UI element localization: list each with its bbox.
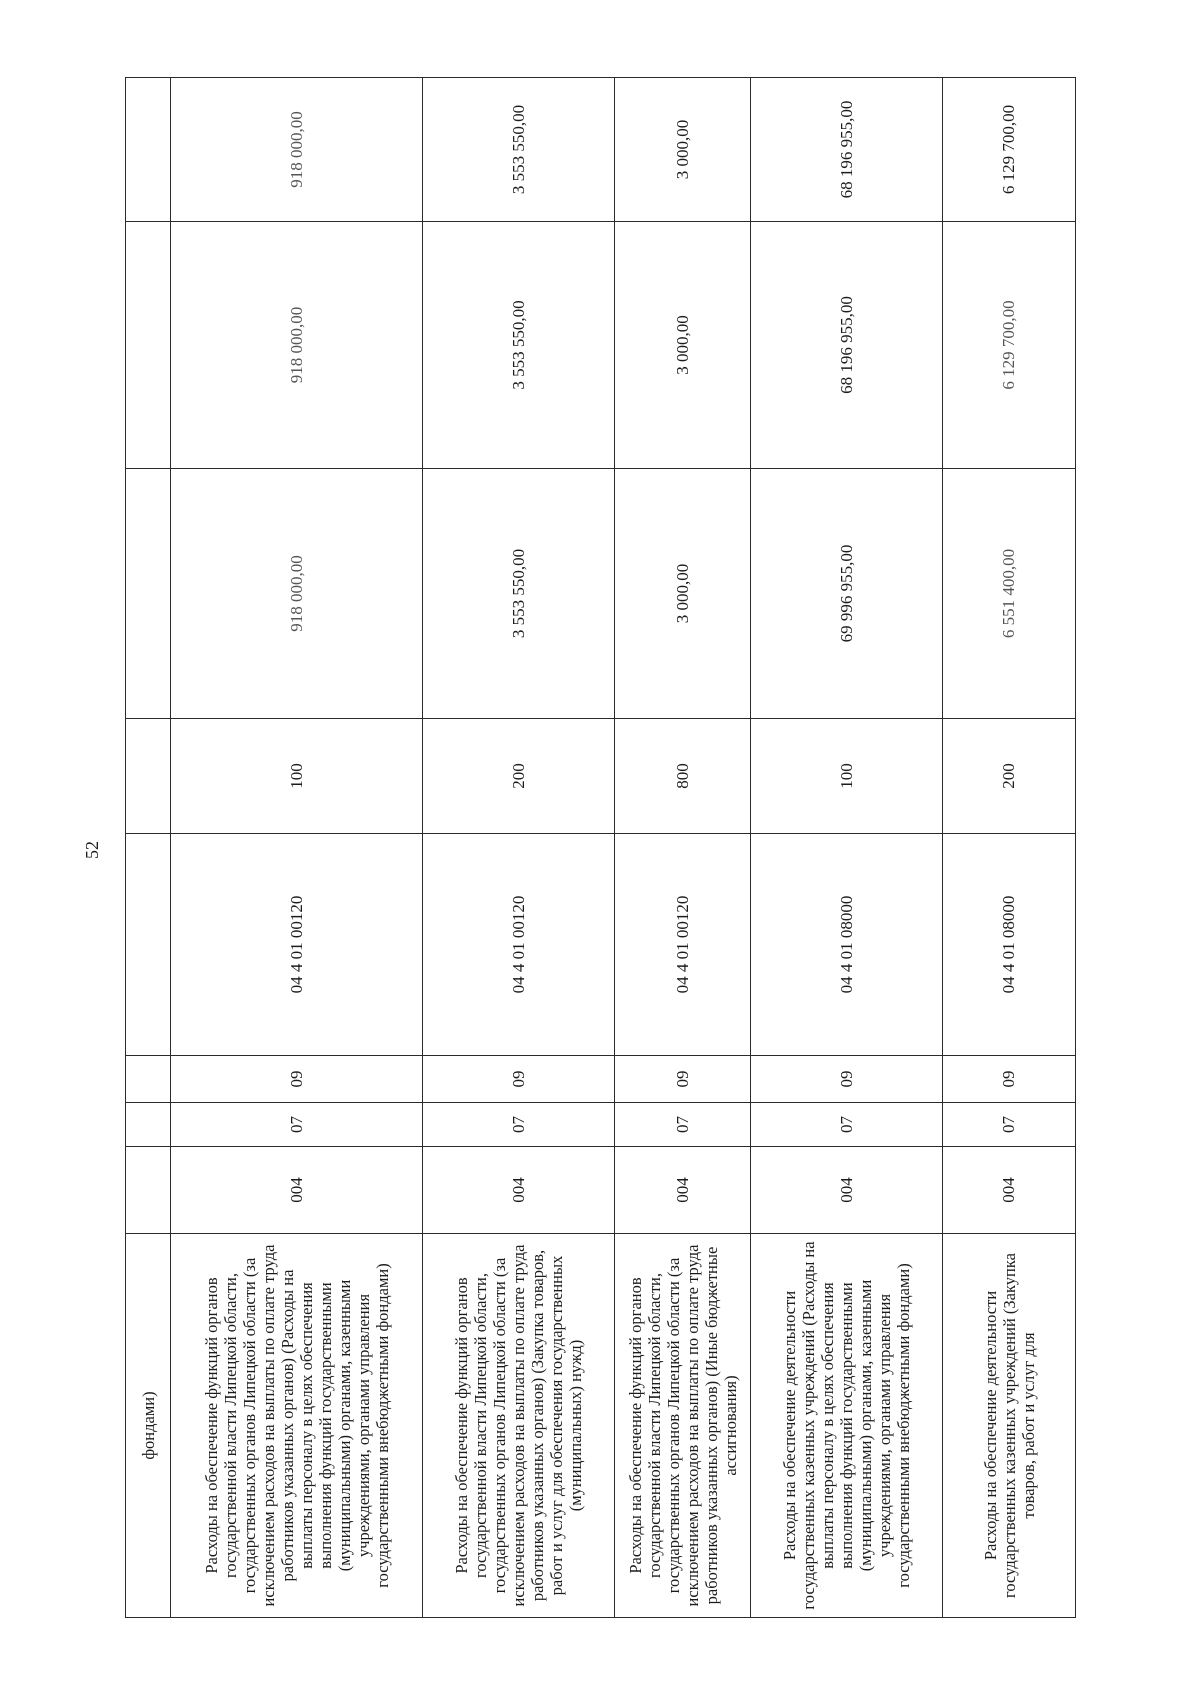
grbs-code: 004 xyxy=(423,1147,615,1234)
page-number: 52 xyxy=(82,841,102,859)
table-row xyxy=(171,78,423,1618)
amount-1: 6 551 400,00 xyxy=(943,469,1076,719)
empty-cell xyxy=(126,1147,171,1234)
empty-cell xyxy=(126,834,171,1056)
subsection-code: 09 xyxy=(423,1056,615,1103)
table-row xyxy=(615,78,751,1618)
empty-cell xyxy=(126,1103,171,1147)
row-description: Расходы на обеспечение деятельности государственных казенных учреждений (Расходы на выплаты персоналу в целях обеспечения выполнения функций государственными (муниципальными) органами, казенными учреждениями, органами управления государственными внебюджетными фондами) xyxy=(751,1234,943,1618)
section-code: 07 xyxy=(423,1103,615,1147)
amount-2: 3 000,00 xyxy=(615,222,751,469)
empty-cell xyxy=(126,222,171,469)
amount-1: 69 996 955,00 xyxy=(751,469,943,719)
target-article-code: 04 4 01 00120 xyxy=(423,834,615,1056)
table-row xyxy=(943,78,1076,1618)
section-code: 07 xyxy=(615,1103,751,1147)
section-code: 07 xyxy=(171,1103,423,1147)
amount-3: 6 129 700,00 xyxy=(943,78,1076,222)
expense-type-code: 200 xyxy=(423,719,615,834)
section-code: 07 xyxy=(943,1103,1076,1147)
amount-1: 3 000,00 xyxy=(615,469,751,719)
subsection-code: 09 xyxy=(751,1056,943,1103)
table-row-continuation xyxy=(126,78,171,1618)
expense-type-code: 800 xyxy=(615,719,751,834)
subsection-code: 09 xyxy=(171,1056,423,1103)
empty-cell xyxy=(126,78,171,222)
amount-1: 3 553 550,00 xyxy=(423,469,615,719)
row-description: Расходы на обеспечение функций органов государственной власти Липецкой области, государственных органов Липецкой области (за исключением расходов на выплаты по оплате труда работников указанных органов) (Расходы на выплаты персоналу в целях обеспечения выполнения функций государственными (муниципальными) органами, казенными учреждениями, органами управления государственными внебюджетными фондами) xyxy=(171,1234,423,1618)
expense-type-code: 100 xyxy=(171,719,423,834)
grbs-code: 004 xyxy=(751,1147,943,1234)
row-description: Расходы на обеспечение функций органов государственной власти Липецкой области, государственных органов Липецкой области (за исключением расходов на выплаты по оплате труда работников указанных органов) (Иные бюджетные ассигнования) xyxy=(615,1234,751,1618)
table-row xyxy=(751,78,943,1618)
expense-type-code: 200 xyxy=(943,719,1076,834)
target-article-code: 04 4 01 00120 xyxy=(171,834,423,1056)
amount-3: 918 000,00 xyxy=(171,78,423,222)
target-article-code: 04 4 01 00120 xyxy=(615,834,751,1056)
subsection-code: 09 xyxy=(615,1056,751,1103)
row-description: Расходы на обеспечение деятельности государственных казенных учреждений (Закупка товаров, работ и услуг для xyxy=(943,1234,1076,1618)
rotated-table-wrapper xyxy=(125,78,1075,1618)
amount-2: 3 553 550,00 xyxy=(423,222,615,469)
continuation-cell: фондами) xyxy=(126,1234,171,1618)
row-description: Расходы на обеспечение функций органов государственной власти Липецкой области, государственных органов Липецкой области (за исключением расходов на выплаты по оплате труда работников указанных органов) (Закупка товаров, работ и услуг для обеспечения государственных (муниципальных) нужд) xyxy=(423,1234,615,1618)
amount-3: 68 196 955,00 xyxy=(751,78,943,222)
amount-2: 918 000,00 xyxy=(171,222,423,469)
target-article-code: 04 4 01 08000 xyxy=(751,834,943,1056)
grbs-code: 004 xyxy=(171,1147,423,1234)
empty-cell xyxy=(126,1056,171,1103)
grbs-code: 004 xyxy=(615,1147,751,1234)
subsection-code: 09 xyxy=(943,1056,1076,1103)
budget-table xyxy=(125,77,1076,1618)
amount-3: 3 553 550,00 xyxy=(423,78,615,222)
amount-3: 3 000,00 xyxy=(615,78,751,222)
table-row xyxy=(423,78,615,1618)
target-article-code: 04 4 01 08000 xyxy=(943,834,1076,1056)
amount-1: 918 000,00 xyxy=(171,469,423,719)
amount-2: 6 129 700,00 xyxy=(943,222,1076,469)
section-code: 07 xyxy=(751,1103,943,1147)
expense-type-code: 100 xyxy=(751,719,943,834)
empty-cell xyxy=(126,469,171,719)
empty-cell xyxy=(126,719,171,834)
amount-2: 68 196 955,00 xyxy=(751,222,943,469)
grbs-code: 004 xyxy=(943,1147,1076,1234)
